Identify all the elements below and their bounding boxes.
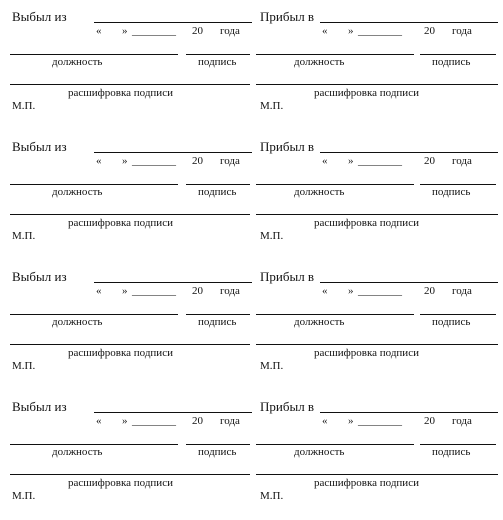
departed-from-label: Выбыл из <box>12 9 67 24</box>
signature-decoding-field-line[interactable] <box>10 474 250 475</box>
date-century: 20 <box>192 415 203 427</box>
signature-field-line[interactable] <box>420 54 496 55</box>
signature-field-line[interactable] <box>186 184 250 185</box>
date-open-quote: « <box>322 285 328 297</box>
departure-stamp-block-3 <box>0 260 250 390</box>
place-field-line[interactable] <box>94 22 252 23</box>
stamp-label: М.П. <box>12 360 36 372</box>
position-field-line[interactable] <box>10 314 178 315</box>
position-label: должность <box>294 316 345 328</box>
departed-from-label: Выбыл из <box>12 139 67 154</box>
stamp-label: М.П. <box>12 490 36 502</box>
stamp-label: М.П. <box>260 490 284 502</box>
date-month-blank[interactable]: ________ <box>132 285 176 297</box>
signature-decoding-field-line[interactable] <box>256 344 498 345</box>
arrival-column <box>252 0 502 520</box>
date-close-quote: » <box>348 415 354 427</box>
date-close-quote: » <box>122 285 128 297</box>
date-year-word: года <box>452 415 472 427</box>
place-field-line[interactable] <box>320 412 498 413</box>
date-open-quote: « <box>96 415 102 427</box>
date-close-quote: » <box>122 415 128 427</box>
departure-stamp-block-4 <box>0 390 250 520</box>
position-field-line[interactable] <box>10 54 178 55</box>
signature-label: подпись <box>432 446 471 458</box>
date-year-word: года <box>220 285 240 297</box>
date-year-word: года <box>452 285 472 297</box>
date-month-blank[interactable]: ________ <box>132 155 176 167</box>
signature-label: подпись <box>198 446 237 458</box>
arrived-to-label: Прибыл в <box>260 139 315 154</box>
signature-decoding-label: расшифровка подписи <box>68 87 173 99</box>
signature-field-line[interactable] <box>420 444 496 445</box>
date-century: 20 <box>192 25 203 37</box>
date-open-quote: « <box>322 155 328 167</box>
signature-label: подпись <box>432 56 471 68</box>
position-label: должность <box>294 186 345 198</box>
arrived-to-label: Прибыл в <box>260 399 315 414</box>
arrival-stamp-block-3 <box>252 260 502 390</box>
date-month-blank[interactable]: ________ <box>132 415 176 427</box>
position-label: должность <box>52 446 103 458</box>
signature-label: подпись <box>432 186 471 198</box>
signature-decoding-label: расшифровка подписи <box>68 477 173 489</box>
stamp-label: М.П. <box>260 230 284 242</box>
arrived-to-label: Прибыл в <box>260 9 315 24</box>
date-open-quote: « <box>322 415 328 427</box>
signature-decoding-label: расшифровка подписи <box>68 217 173 229</box>
date-open-quote: « <box>96 285 102 297</box>
date-close-quote: » <box>348 25 354 37</box>
date-close-quote: » <box>122 25 128 37</box>
date-year-word: года <box>452 25 472 37</box>
signature-label: подпись <box>432 316 471 328</box>
signature-field-line[interactable] <box>186 444 250 445</box>
date-month-blank[interactable]: ________ <box>358 25 402 37</box>
date-century: 20 <box>424 25 435 37</box>
date-close-quote: » <box>122 155 128 167</box>
arrival-stamp-block-4 <box>252 390 502 520</box>
position-field-line[interactable] <box>256 314 414 315</box>
position-label: должность <box>294 56 345 68</box>
signature-field-line[interactable] <box>420 314 496 315</box>
date-century: 20 <box>192 285 203 297</box>
signature-decoding-field-line[interactable] <box>10 214 250 215</box>
place-field-line[interactable] <box>320 152 498 153</box>
date-year-word: года <box>220 25 240 37</box>
signature-decoding-label: расшифровка подписи <box>314 477 419 489</box>
position-label: должность <box>52 316 103 328</box>
departure-column <box>0 0 250 520</box>
date-open-quote: « <box>322 25 328 37</box>
position-field-line[interactable] <box>256 54 414 55</box>
position-label: должность <box>294 446 345 458</box>
signature-field-line[interactable] <box>186 314 250 315</box>
signature-decoding-label: расшифровка подписи <box>68 347 173 359</box>
signature-decoding-field-line[interactable] <box>256 214 498 215</box>
date-month-blank[interactable]: ________ <box>358 155 402 167</box>
date-open-quote: « <box>96 155 102 167</box>
signature-decoding-field-line[interactable] <box>256 84 498 85</box>
arrived-to-label: Прибыл в <box>260 269 315 284</box>
arrival-stamp-block-1 <box>252 0 502 130</box>
signature-decoding-label: расшифровка подписи <box>314 347 419 359</box>
signature-label: подпись <box>198 186 237 198</box>
stamp-label: М.П. <box>260 100 284 112</box>
date-close-quote: » <box>348 285 354 297</box>
signature-field-line[interactable] <box>420 184 496 185</box>
departed-from-label: Выбыл из <box>12 399 67 414</box>
position-field-line[interactable] <box>256 444 414 445</box>
position-field-line[interactable] <box>10 444 178 445</box>
signature-label: подпись <box>198 56 237 68</box>
signature-decoding-field-line[interactable] <box>256 474 498 475</box>
date-century: 20 <box>424 415 435 427</box>
departed-from-label: Выбыл из <box>12 269 67 284</box>
date-year-word: года <box>452 155 472 167</box>
departure-stamp-block-2 <box>0 130 250 260</box>
date-century: 20 <box>192 155 203 167</box>
position-label: должность <box>52 56 103 68</box>
date-month-blank[interactable]: ________ <box>358 285 402 297</box>
date-month-blank[interactable]: ________ <box>358 415 402 427</box>
date-century: 20 <box>424 155 435 167</box>
date-year-word: года <box>220 415 240 427</box>
stamp-label: М.П. <box>260 360 284 372</box>
signature-decoding-label: расшифровка подписи <box>314 217 419 229</box>
place-field-line[interactable] <box>94 412 252 413</box>
position-label: должность <box>52 186 103 198</box>
position-field-line[interactable] <box>256 184 414 185</box>
date-century: 20 <box>424 285 435 297</box>
departure-stamp-block-1 <box>0 0 250 130</box>
signature-label: подпись <box>198 316 237 328</box>
arrival-stamp-block-2 <box>252 130 502 260</box>
signature-field-line[interactable] <box>186 54 250 55</box>
date-close-quote: » <box>348 155 354 167</box>
place-field-line[interactable] <box>320 282 498 283</box>
date-open-quote: « <box>96 25 102 37</box>
signature-decoding-field-line[interactable] <box>10 344 250 345</box>
place-field-line[interactable] <box>94 152 252 153</box>
signature-decoding-field-line[interactable] <box>10 84 250 85</box>
place-field-line[interactable] <box>94 282 252 283</box>
position-field-line[interactable] <box>10 184 178 185</box>
place-field-line[interactable] <box>320 22 498 23</box>
date-year-word: года <box>220 155 240 167</box>
stamp-label: М.П. <box>12 230 36 242</box>
stamp-label: М.П. <box>12 100 36 112</box>
signature-decoding-label: расшифровка подписи <box>314 87 419 99</box>
date-month-blank[interactable]: ________ <box>132 25 176 37</box>
